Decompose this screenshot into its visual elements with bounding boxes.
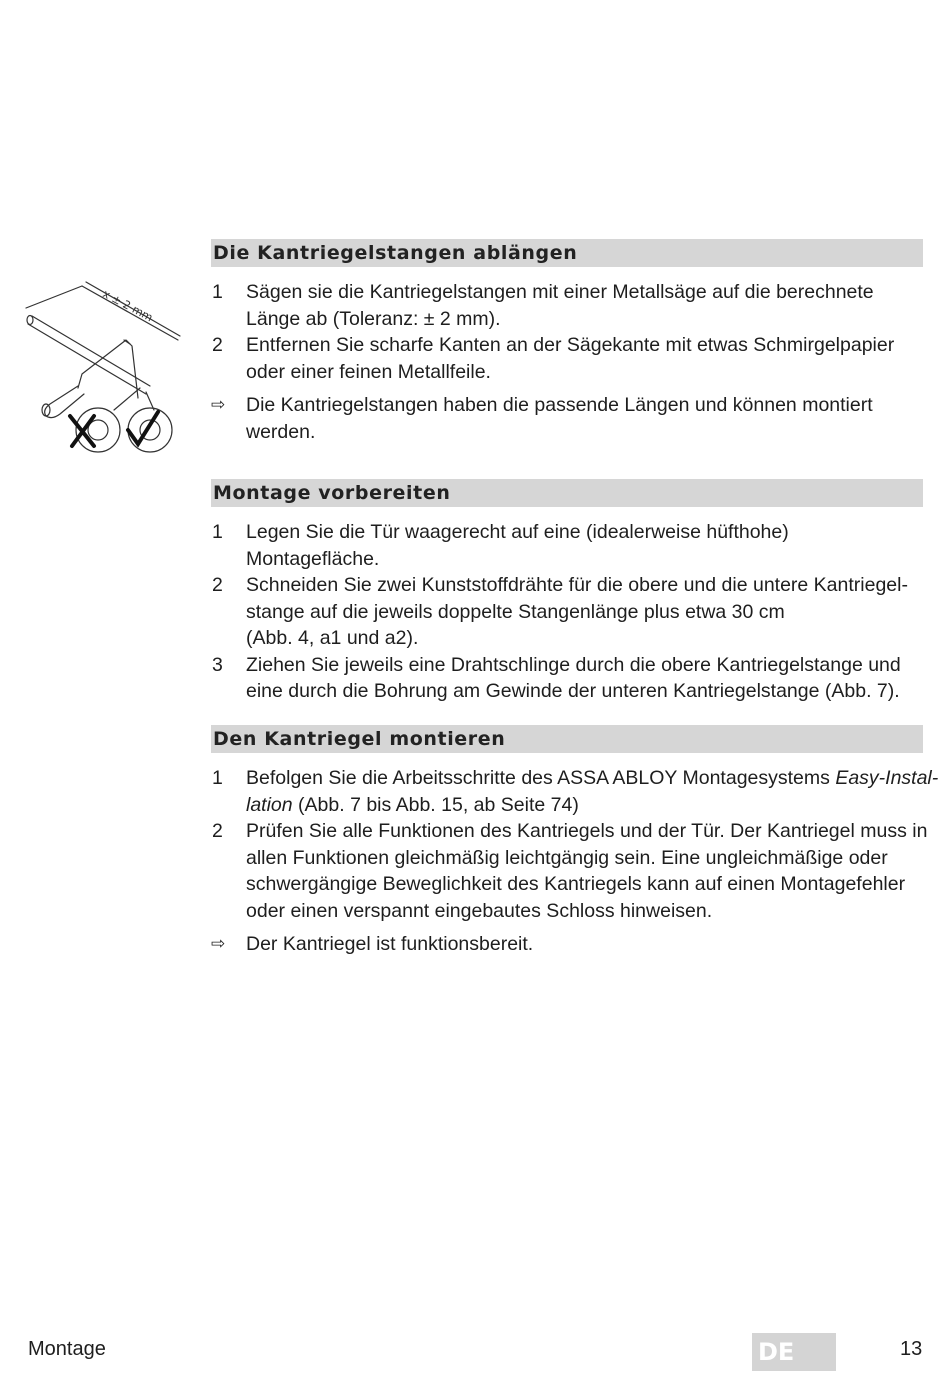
list-item: 3 Ziehen Sie jeweils eine Drahtschlinge durch die obere Kantriegelstange und eine durch die Bohrung am Gewinde der unteren Kantriegelstange (Abb. 7). [212, 653, 901, 702]
result-arrow-icon: ⇨ [211, 934, 226, 953]
section-header-mount: Den Kantriegel montieren [211, 725, 923, 753]
section-header-prepare: Montage vorbereiten [211, 479, 923, 507]
section-mount-list [211, 765, 939, 958]
section-header-cut-rods: Die Kantriegelstangen ablängen [211, 239, 923, 267]
hacksaw-illustration [20, 278, 182, 460]
list-item: 2 Prüfen Sie alle Funktionen des Kantriegels und der Tür. Der Kantriegel muss in allen Funktionen gleichmäßig leichtgängig sein. Eine ungleichmäßige oder schwergängige Beweglichkeit des Kantriegels kann auf einen Montagefehler oder einen verspannt eingebautes Schloss hinweisen. [212, 820, 928, 922]
list-item: 2 Schneiden Sie zwei Kunststoffdrähte für die obere und die untere Kantriegel- stange auf die jeweils doppelte Stangenlänge plus etwa 30 cm (Abb. 4, a1 und a2). [212, 574, 908, 649]
section-prepare-list [211, 519, 923, 705]
footer-chapter: Montage [28, 1338, 106, 1360]
list-item: 2 Entfernen Sie scharfe Kanten an der Sägekante mit etwas Schmirgelpapier oder einer feinen Metallfeile. [212, 334, 895, 383]
result-item: ⇨ Der Kantriegel ist funktionsbereit. [211, 931, 923, 958]
list-item: 1 Sägen sie die Kantriegelstangen mit einer Metallsäge auf die berechnete Länge ab (Toleranz: ± 2 mm). [212, 281, 874, 330]
list-item: 1 Legen Sie die Tür waagerecht auf eine (idealerweise hüfthohe) Montagefläche. [212, 521, 789, 570]
result-item: ⇨ Die Kantriegelstangen haben die passende Längen und können montiert werden. [211, 394, 873, 443]
language-badge: DE [752, 1333, 836, 1371]
page-number: 13 [900, 1338, 923, 1360]
list-item: 1 Befolgen Sie die Arbeitsschritte des ASSA ABLOY Montagesystems Easy-Instal- lation (Abb. 7 bis Abb. 15, ab Seite 74) [212, 767, 939, 816]
dimension-label: x ± 2 mm [100, 287, 155, 325]
result-arrow-icon: ⇨ [211, 395, 226, 414]
section-cut-rods-list [211, 279, 923, 445]
